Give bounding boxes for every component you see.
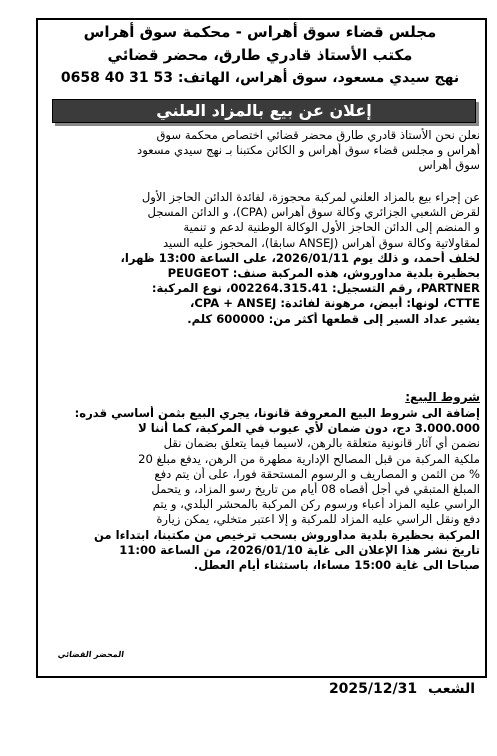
- text-line: المبلغ المتبقي في أجل أقصاه 08 أيام من تاريخ رسو المزاد، و يتحمل: [151, 481, 480, 496]
- text-line: إضافة الى شروط البيع المعروفة قانونا، يجري البيع بثمن أساسي قدره:: [74, 406, 480, 420]
- intro-paragraph: [43, 128, 480, 174]
- text-line: نعلن نحن الأستاذ قادري طارق محضر قضائي اختصاص محكمة سوق: [156, 128, 480, 142]
- newspaper-name: الشعب: [427, 681, 475, 697]
- text-line: يشير عداد السير إلى قطعها أكثر من: 600000 كلم.: [187, 311, 480, 326]
- publication-date: 2025/12/31: [328, 681, 418, 697]
- text-line: سوق أهراس: [418, 158, 480, 173]
- office-header: مكتب الأستاذ قادري طارق، محضر قضائي: [107, 46, 413, 64]
- text-line: CTTE، لونها: أبيض، مرهونة لفائدة: CPA + ANSEJ،: [189, 296, 480, 311]
- sale-paragraph: [43, 190, 480, 327]
- publication-footer: [329, 681, 475, 697]
- conditions-heading: [43, 390, 480, 404]
- text-line: دفع ونقل الراسي عليه المزاد للمركبة و إلا اعتبر متخلي، يمكن زيارة: [156, 512, 480, 527]
- text-line: الراسي عليه المزاد أعباء ورسوم ركن المركبة بالمحشر البلدي، و يتم: [152, 497, 480, 512]
- text-line: تاريخ نشر هذا الإعلان الى غاية 2026/01/10، من الساعة 11:00: [119, 542, 480, 557]
- text-line: % من الثمن و المصاريف و الرسوم المستحقة فورا، على أن يتم دفع: [154, 466, 480, 481]
- text-line: PARTNER، رقم التسجيل: 002264.315.41، نوع المركبة:: [151, 281, 480, 296]
- text-line: لخلف أحمد، و ذلك يوم 2026/01/11، على الساعة 13:00 ظهرا،: [120, 250, 480, 265]
- address-header: نهج سيدي مسعود، سوق أهراس، الهاتف: 53 31 40 0658: [60, 70, 460, 86]
- text-line: عن إجراء بيع بالمزاد العلني لمركبة محجوزة، لفائدة الدائن الحاجز الأول: [141, 190, 480, 204]
- text-line: بحظيرة بلدية مداوروش، هذه المركبة صنف: PEUGEOT: [167, 265, 480, 280]
- text-line: ملكية المركبة من قبل المصالح الإدارية مطهرة من الرهن، يدفع مبلغ 20: [138, 451, 480, 466]
- text-line: لقرض الشعبي الجزائري وكالة سوق أهراس (CPA)، و الدائن المسجل: [147, 205, 480, 220]
- notice-title: إعلان عن بيع بالمزاد العلني: [156, 101, 372, 120]
- text-line: 3.000.000 دج، دون ضمان لأي عيوب في المركبة، كما أننا لا: [138, 421, 480, 436]
- bailiff-signature: المحضر القضائي: [57, 650, 125, 659]
- text-line: أهراس و مجلس قضاء سوق أهراس و الكائن مكتبنا بـ نهج سيدي مسعود: [137, 143, 480, 158]
- text-line: نضمن أي آثار قانونية متعلقة بالرهن، لاسيما فيما يتعلق بضمان نقل: [163, 436, 480, 451]
- text-line: لمقاولاتية وكالة سوق أهراس (ANSEJ سابقا)، المحجوز عليه السيد: [162, 235, 480, 250]
- text-line: صباحا الى غاية 15:00 مساءا، باستثناء أيام العطل.: [193, 557, 480, 572]
- text-line: المركبة بحظيرة بلدية مداوروش بسحب ترخيص من مكتبنا، ابتداءا من: [93, 527, 480, 542]
- court-header: مجلس قضاء سوق أهراس - محكمة سوق أهراس: [83, 23, 437, 41]
- conditions-title: شروط البيع:: [405, 390, 480, 404]
- title-banner: [52, 99, 476, 123]
- text-line: و المنضم إلى الدائن الحاجز الأول الوكالة الوطنية لدعم و تنمية: [183, 220, 480, 235]
- conditions-paragraph: [43, 406, 480, 573]
